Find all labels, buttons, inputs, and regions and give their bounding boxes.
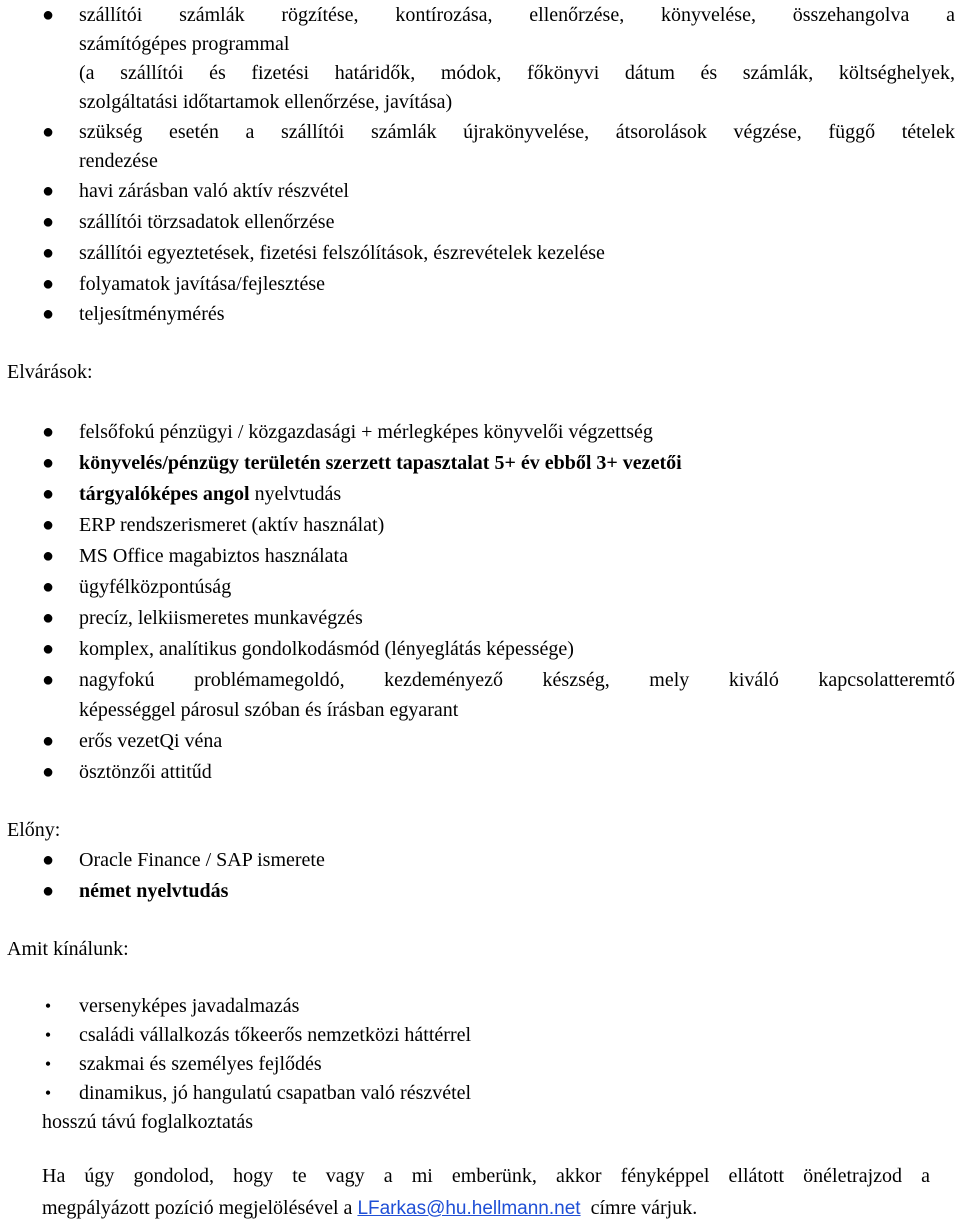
advantage-heading: Előny: xyxy=(7,819,61,841)
bullet-icon: ● xyxy=(41,638,55,660)
bullet-icon: ● xyxy=(41,545,55,567)
requirement-text: képességgel párosul szóban és írásban egyarant xyxy=(79,699,459,721)
bullet-icon: • xyxy=(44,1054,52,1074)
bullet-icon: ● xyxy=(41,576,55,598)
closing-text: megpályázott pozíció megjelölésével a xyxy=(42,1197,358,1219)
bullet-icon: • xyxy=(44,1025,52,1045)
offer-text: családi vállalkozás tőkeerős nemzetközi háttérrel xyxy=(79,1024,472,1046)
offer-heading: Amit kínálunk: xyxy=(7,938,129,960)
bullet-icon: ● xyxy=(41,121,55,143)
requirement-text: precíz, lelkiismeretes munkavégzés xyxy=(79,607,363,629)
task-line: szállítói számlák rögzítése, kontírozása, ellenőrzése, könyvelése, összehangolva a xyxy=(79,4,955,26)
bullet-icon: ● xyxy=(41,4,55,26)
task-line: teljesítménymérés xyxy=(79,303,225,325)
closing-line: Ha úgy gondolod, hogy te vagy a mi emberünk, akkor fényképpel ellátott önéletrajzod a xyxy=(42,1165,930,1187)
offer-text: dinamikus, jó hangulatú csapatban való részvétel xyxy=(79,1082,472,1104)
bullet-icon: ● xyxy=(41,180,55,202)
offer-text: szakmai és személyes fejlődés xyxy=(79,1053,322,1075)
bullet-icon: ● xyxy=(41,483,55,505)
task-line: szállítói törzsadatok ellenőrzése xyxy=(79,211,335,233)
offer-text: versenyképes javadalmazás xyxy=(79,995,300,1017)
bullet-icon: ● xyxy=(41,849,55,871)
task-line: rendezése xyxy=(79,150,158,172)
offer-extra-text: hosszú távú foglalkoztatás xyxy=(42,1111,254,1133)
requirement-text: ösztönzői attitűd xyxy=(79,761,212,783)
requirement-text: nagyfokú problémamegoldó, kezdeményező készség, mely kiváló kapcsolatteremtő xyxy=(79,669,955,691)
bullet-icon: • xyxy=(44,996,52,1016)
bullet-icon: ● xyxy=(41,730,55,752)
bullet-icon: ● xyxy=(41,669,55,691)
requirement-text: ügyfélközpontúság xyxy=(79,576,232,598)
requirement-text: komplex, analítikus gondolkodásmód (lényeglátás képessége) xyxy=(79,638,574,660)
bullet-icon: ● xyxy=(41,607,55,629)
task-line: folyamatok javítása/fejlesztése xyxy=(79,273,326,295)
bullet-icon: ● xyxy=(41,452,55,474)
advantage-text: német nyelvtudás xyxy=(79,880,229,902)
advantage-text: Oracle Finance / SAP ismerete xyxy=(79,849,325,871)
requirement-text: könyvelés/pénzügy területén szerzett tapasztalat 5+ év ebből 3+ vezetői xyxy=(79,452,682,474)
email-link[interactable]: LFarkas@hu.hellmann.net xyxy=(357,1198,581,1219)
requirement-text: MS Office magabiztos használata xyxy=(79,545,348,567)
requirement-text: felsőfokú pénzügyi / közgazdasági + mérlegképes könyvelői végzettség xyxy=(79,421,653,443)
task-line: szolgáltatási időtartamok ellenőrzése, javítása) xyxy=(79,91,453,113)
bullet-icon: ● xyxy=(41,211,55,233)
task-line: havi zárásban való aktív részvétel xyxy=(79,180,349,202)
requirement-rest-text: nyelvtudás xyxy=(249,483,342,505)
bullet-icon: ● xyxy=(41,303,55,325)
requirement-bold-text: tárgyalóképes angol xyxy=(79,483,250,505)
bullet-icon: ● xyxy=(41,761,55,783)
bullet-icon: ● xyxy=(41,514,55,536)
bullet-icon: • xyxy=(44,1083,52,1103)
bullet-icon: ● xyxy=(41,273,55,295)
requirement-text: erős vezetQi véna xyxy=(79,730,223,752)
requirement-text xyxy=(79,479,955,509)
bullet-icon: ● xyxy=(41,421,55,443)
bullet-icon: ● xyxy=(41,880,55,902)
task-line: (a szállítói és fizetési határidők, módok, főkönyvi dátum és számlák, költséghelyek, xyxy=(79,62,955,84)
requirements-heading: Elvárások: xyxy=(7,361,93,383)
task-line: számítógépes programmal xyxy=(79,33,290,55)
requirement-text: ERP rendszerismeret (aktív használat) xyxy=(79,514,385,536)
task-line: szállítói egyeztetések, fizetési felszólítások, észrevételek kezelése xyxy=(79,242,605,264)
bullet-icon: ● xyxy=(41,242,55,264)
closing-line xyxy=(42,1193,930,1224)
closing-text: címre várjuk. xyxy=(580,1197,698,1219)
task-line: szükség esetén a szállítói számlák újrakönyvelése, átsorolások végzése, függő tételek xyxy=(79,121,955,143)
